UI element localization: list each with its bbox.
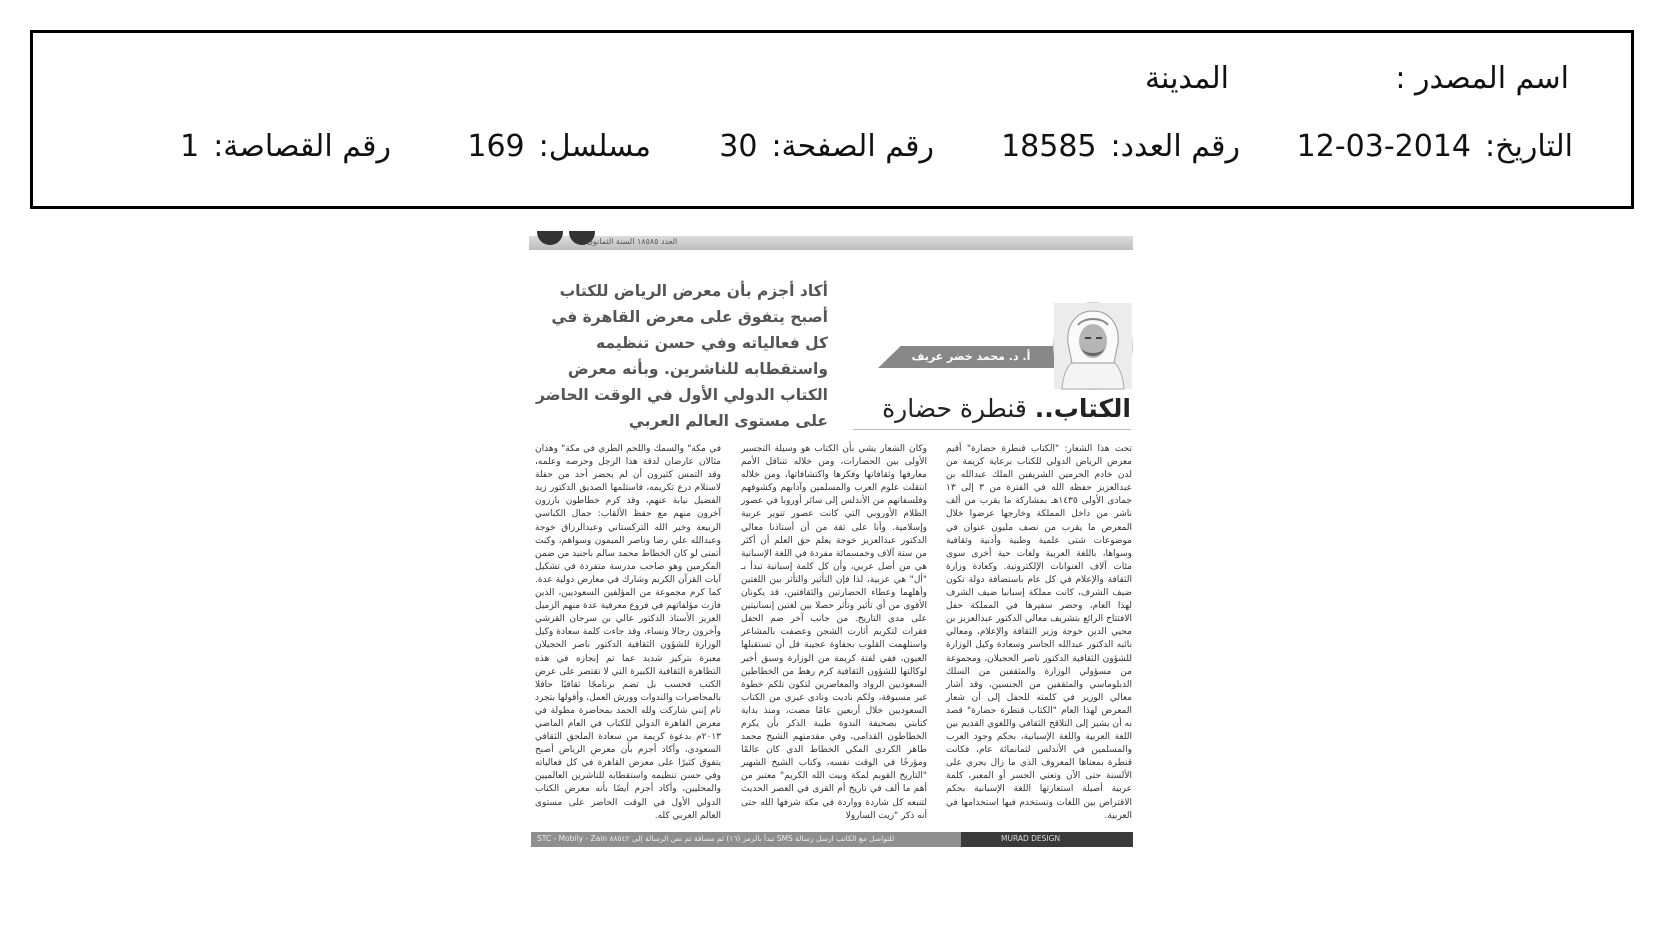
author-photo bbox=[1053, 302, 1133, 390]
source-value: المدينة bbox=[1144, 61, 1229, 96]
headline-divider bbox=[853, 429, 1131, 430]
source-label: اسم المصدر : bbox=[1395, 61, 1569, 96]
article-footer-bar bbox=[531, 832, 1133, 847]
clip-number-label: رقم القصاصة: bbox=[213, 129, 391, 164]
article-column-right: تحت هذا الشعار: "الكتاب قنطرة حضارة" أقيم معرض الرياض الدولي للكتاب برعاية كريمة من لدن خادم الحرمين الشريفين الملك عبدالله بن عبدالعزيز حفظه الله في الفترة من ٣ إلى ١٣ جمادى الأولى ١٤٣٥هـ بمشاركة ما يقرب من ألف ناشر من داخل المملكة وخارجها عرضوا خلال المعرض ما يقرب من نصف مليون عنوان في موضوعات شتى علمية وطبية وأدبية وثقافية وسواها، باللغة العربية ولغات حية أخرى سوى مئات آلاف العنوانات الإلكترونية. وكعادة وزارة الثقافة والإعلام في كل عام باستضافة دولة تكون ضيف الشرف، كانت مملكة إسبانيا ضيف الشرف لهذا العام، وحضر سفيرها في المملكة حفل الافتتاح الرائع بتشريف معالي الدكتور عبدالعزيز بن محيي الدين خوجة وزير الثقافة والإعلام، ومعالي نائبه الدكتور عبدالله الجاسر وسعادة وكيل الوزارة للشؤون الثقافية الدكتور ناصر الحجيلان، ومجموعة من مسؤولي الوزارة والمثقفين من السلك الدبلوماسي والمثقفين من الجنسين، وقد أشار معالي الوزير في كلمته للحفل إلى أن شعار المعرض لهذا العام "الكتاب قنطرة حضارة" قصد به أن يشير إلى التلاقح الثقافي واللغوي القديم بين اللغة العربية واللغة الإسبانية، بحكم وجود العرب والمسلمين في الأندلس لثمانمائة عام، فكانت قنطرة بمعناها المعروف الذي ما زال يجري على الألسنة حتى الآن وتعني الجسر أو المعبر، كلمة عربية أصيلة استعارتها اللغة الإسبانية بحكم الاقتراض بين اللغات وتستخدم فيها استخدامها في العربية. bbox=[946, 444, 1132, 821]
page-top-strip bbox=[529, 236, 1133, 250]
author-portrait-icon bbox=[1054, 303, 1132, 389]
page-label: رقم الصفحة: bbox=[771, 129, 934, 164]
clip-number-value: 1 bbox=[180, 129, 200, 164]
strip-circle bbox=[537, 231, 563, 245]
footer-contact-text: للتواصل مع الكاتب ارسل رسالة SMS تبدأ بالرمز (١٦) ثم مسافة ثم نص الرسالة إلى ٨٨٥٤٢ STC - Mobily - Zain bbox=[537, 834, 895, 843]
date-value: 2014-03-12 bbox=[1296, 129, 1472, 164]
article-column-left: في مكة" والسمك واللحم الطري في مكة" وهذان مثالان عارضان لدقة هذا الرجل وحرصه وعلمه، وقد التمس كثيرون أن لم يحضر أحد من حفلة لاستلام درع تكريمه، فاستلمها الصديق الدكتور زيد الفضيل نيابة عنهم، وقد كرم خطاطون بارزون آخرون منهم مع حفظ الألقاب: جمال الكباسي الربيعة وخير الله التركستاني وعبدالرزاق خوجة وعبدالله علي رضا وناصر الميمون وسواهم، وكنت أتمنى لو كان الخطاط محمد سالم باجنيد من ضمن المكرمين وهو صاحب مدرسة متفردة في تشكيل آيات القرآن الكريم وشارك في معارض دولية عدة. كما كرم مجموعة من المؤلفين السعوديين، الذين فازت مؤلفاتهم في فروع معرفية عدة منهم الزميل العزيز الأستاذ الدكتور عالي بن سرحان القرشي وآخرون رجالا ونساء، وقد جاءت كلمة سعادة وكيل الوزارة للشؤون الثقافية الدكتور ناصر الحجيلان معبرة بتركيز شديد عما تم إنجازه في هذه التظاهرة الثقافية الكبيرة التي لا تقتصر على عرض الكتب فحسب بل تضم برنامجًا ثقافيًا حافلا بالمحاضرات والندوات وورش العمل، وأقولها بتجرد تام إنني شاركت ولله الحمد بمحاضرة مطولة في معرض القاهرة الدولي للكتاب في العام الماضي ٢٠١٣م بدعوة كريمة من سعادة الملحق الثقافي السعودي، وأكاد أجزم بأن معرض الرياض أصبح يتفوق كثيرًا على معرض القاهرة في كل فعالياته وفي حسن تنظيمه واستقطابه للناشرين العالميين والمحليين، وأكاد أجزم أيضًا بأنه معرض الكتاب الدولي الأول في الوقت الحاضر على مستوى العالم العربي كله. bbox=[535, 444, 721, 821]
date-field bbox=[1297, 129, 1573, 164]
strip-issue-text: العدد ١٨٥٨٥ السنة الثمانون bbox=[587, 237, 678, 246]
article-column-middle: وكان الشعار يشي بأن الكتاب هو وسيلة التجسير الأولى بين الحضارات، ومن خلاله تتناقل الأمم معارفها وثقافاتها وفكرها واكتشافاتها، ومن خلاله انتقلت علوم العرب والمسلمين وآدابهم وكشوفهم وفلسفاتهم من الأندلس إلى سائر أوروبا في عصور الظلام الأوروبي التي كانت عصور تنوير عربية وإسلامية. وأنا على ثقة من أن أستاذنا معالي الدكتور عبدالعزيز خوجة يعلم حق العلم أن أكثر من ستة آلاف وخمسمائة مفردة في اللغة الإسبانية هي من أصل عربي، وأن كل كلمة إسبانية تبدأ بـ "أل" هي عربية، لذا فإن التأثير والتأثر بين اللغتين وأهلهما وعطاء الحضارتين والثقافتين، قد يكونان الأقوى من أي تأثير وتأثر حصلا بين لغتين إنسانيتين على مدى التاريخ. من جانب آخر ضم الحفل فقرات لتكريم أثارت الشجن وعصفت بالمشاعر واستلهمت القلوب بحفاوة عجيبة قل أن تستقبلها العيون، ففي لفتة كريمة من الوزارة وسبق أخير لوكالتها للشؤون الثقافية كرم رهط من الخطاطين السعوديين الرواد والمعاصرين لتكون تلكم خطوة غير مسبوقة، ولكم ناديت ونادى غيري من الكتاب السعوديين خلال أربعين عامًا مضت، ومنذ بداية كتابتي بصحيفة الندوة طيبة الذكر بأن يكرم الخطاطون القدامى، وفي مقدمتهم الشيخ محمد طاهر الكردي المكي الخطاط الذي كان عالمًا ومؤرخًا في الوقت نفسه، وكتاب الشيخ الشهير "التاريخ القويم لمكة وبيت الله الكريم" معتبر من أهم ما ألف في تاريخ أم القرى في العصر الحديث لتنبعه كل شاردة وواردة في مكة شرفها الله حتى أنه ذكر "زيت السارولا bbox=[741, 444, 927, 821]
article-headline bbox=[853, 394, 1131, 423]
headline-rest: قنطرة حضارة bbox=[882, 394, 1035, 423]
page-value: 30 bbox=[719, 129, 758, 164]
author-name: أ. د. محمد خضر عريف bbox=[911, 350, 1031, 363]
issue-field bbox=[1001, 129, 1240, 164]
footer-contact-area bbox=[531, 832, 961, 847]
serial-label: مسلسل: bbox=[538, 129, 651, 164]
issue-label: رقم العدد: bbox=[1110, 129, 1240, 164]
serial-value: 169 bbox=[467, 129, 525, 164]
issue-value: 18585 bbox=[1001, 129, 1097, 164]
pull-quote: أكاد أجزم بأن معرض الرياض للكتاب أصبح يتفوق على معرض القاهرة في كل فعالياته وفي حسن تنظيمه واستقطابه للناشرين. وبأنه معرض الكتاب الدولي الأول في الوقت الحاضر على مستوى العالم العربي bbox=[536, 282, 828, 430]
headline-main: الكتاب.. bbox=[1034, 394, 1131, 423]
page-field bbox=[719, 129, 934, 164]
newspaper-clipping bbox=[523, 236, 1138, 896]
serial-field bbox=[467, 129, 651, 164]
source-info-box bbox=[30, 30, 1634, 209]
date-label: التاريخ: bbox=[1485, 129, 1573, 164]
footer-brand: MURAD DESIGN bbox=[1001, 834, 1061, 843]
clip-number-field bbox=[180, 129, 391, 164]
